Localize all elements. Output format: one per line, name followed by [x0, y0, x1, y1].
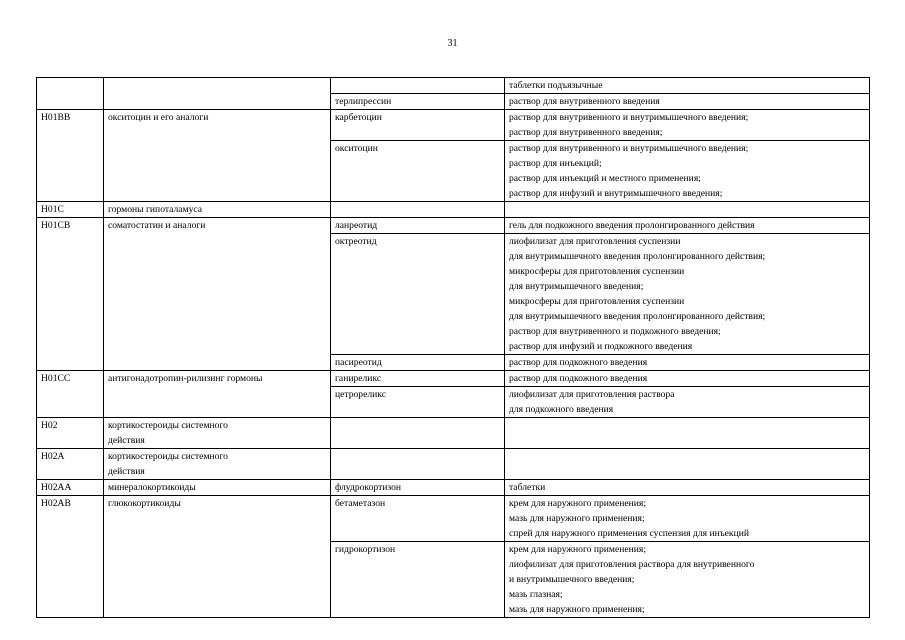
- anatomical-group-cell-line: антигонадотропин-рилизинг гормоны: [108, 373, 263, 384]
- dosage-form-cell-line: мазь для наружного применения;: [509, 604, 645, 615]
- drug-name-cell-line: терлипрессин: [335, 96, 392, 107]
- atc-code-cell: [37, 418, 104, 449]
- dosage-form-cell-line: микросферы для приготовления суспензии: [509, 266, 685, 277]
- atc-code-cell: [37, 110, 104, 202]
- dosage-form-cell-line: раствор для подкожного введения: [509, 373, 648, 384]
- table-row: [37, 202, 870, 218]
- dosage-form-cell-line: лиофилизат для приготовления раствора для внутривенного: [509, 559, 755, 570]
- atc-code-cell-line: H01CB: [41, 220, 71, 231]
- atc-code-cell-line: H02AB: [41, 498, 71, 509]
- dosage-form-cell-line: микросферы для приготовления суспензии: [509, 296, 685, 307]
- dosage-form-cell-line: спрей для наружного применения суспензия для инъекций: [509, 528, 749, 539]
- dosage-form-cell-line: раствор для внутривенного и внутримышечного введения;: [509, 112, 749, 123]
- dosage-form-cell-line: лиофилизат для приготовления раствора: [509, 389, 675, 400]
- drug-name-cell-line: ганиреликс: [335, 373, 382, 384]
- anatomical-group-cell-line: глюкокортикоиды: [108, 498, 181, 509]
- drug-name-cell-line: окситоцин: [335, 143, 378, 154]
- anatomical-group-cell: [104, 371, 331, 418]
- drug-name-cell: [331, 94, 505, 110]
- anatomical-group-cell-line: минералокортикоиды: [108, 482, 196, 493]
- anatomical-group-cell: [104, 218, 331, 371]
- dosage-form-cell-line: крем для наружного применения;: [509, 498, 646, 509]
- dosage-form-cell: [505, 218, 870, 234]
- atc-code-cell-line: H02A: [41, 451, 65, 462]
- drug-name-cell: [331, 480, 505, 496]
- drug-name-cell: [331, 110, 505, 141]
- drug-name-cell: [331, 371, 505, 387]
- atc-code-cell: [37, 78, 104, 110]
- atc-code-cell: [37, 449, 104, 480]
- drug-name-cell: [331, 418, 505, 449]
- dosage-form-cell: [505, 418, 870, 449]
- table-row: [37, 496, 870, 542]
- dosage-form-cell-line: раствор для внутривенного введения;: [509, 127, 663, 138]
- dosage-form-cell-line: раствор для внутривенного введения: [509, 96, 660, 107]
- drug-name-cell: [331, 449, 505, 480]
- atc-code-cell-line: H01CC: [41, 373, 71, 384]
- dosage-form-cell-line: раствор для инфузий и внутримышечного введения;: [509, 188, 723, 199]
- drug-name-cell: [331, 234, 505, 355]
- atc-code-cell: [37, 496, 104, 618]
- dosage-form-cell-line: крем для наружного применения;: [509, 544, 646, 555]
- dosage-form-cell: [505, 371, 870, 387]
- drug-name-cell-line: пасиреотид: [335, 357, 382, 368]
- anatomical-group-cell: [104, 449, 331, 480]
- dosage-form-cell: [505, 449, 870, 480]
- anatomical-group-cell: [104, 110, 331, 202]
- dosage-form-cell: [505, 480, 870, 496]
- atc-code-cell-line: H02AA: [41, 482, 72, 493]
- drug-name-cell: [331, 496, 505, 542]
- dosage-form-cell-line: для внутримышечного введения пролонгированного действия;: [509, 251, 766, 262]
- drug-name-cell: [331, 78, 505, 94]
- anatomical-group-cell: [104, 202, 331, 218]
- dosage-form-cell: [505, 78, 870, 94]
- drug-name-cell-line: гидрокортизон: [335, 544, 396, 555]
- table-row: [37, 218, 870, 234]
- atc-code-cell: [37, 371, 104, 418]
- drug-name-cell: [331, 218, 505, 234]
- table-row: [37, 371, 870, 387]
- table-row: [37, 480, 870, 496]
- drug-name-cell-line: флудрокортизон: [335, 482, 402, 493]
- drug-name-cell-line: ланреотид: [335, 220, 378, 231]
- dosage-form-cell-line: раствор для подкожного введения: [509, 357, 648, 368]
- dosage-form-cell: [505, 94, 870, 110]
- dosage-form-cell: [505, 110, 870, 141]
- drug-name-cell: [331, 141, 505, 202]
- drug-table: [36, 77, 870, 618]
- dosage-form-cell-line: раствор для инъекций;: [509, 158, 602, 169]
- anatomical-group-cell-line: соматостатин и аналоги: [108, 220, 206, 231]
- drug-name-cell-line: октреотид: [335, 236, 377, 247]
- dosage-form-cell: [505, 542, 870, 618]
- atc-code-cell-line: H02: [41, 420, 58, 431]
- drug-name-cell-line: карбетоцин: [335, 112, 382, 123]
- dosage-form-cell: [505, 202, 870, 218]
- drug-name-cell-line: цетрореликс: [335, 389, 386, 400]
- dosage-form-cell-line: для внутримышечного введения;: [509, 281, 644, 292]
- table-row: [37, 418, 870, 449]
- dosage-form-cell-line: раствор для инфузий и подкожного введения: [509, 341, 693, 352]
- atc-code-cell: [37, 202, 104, 218]
- dosage-form-cell-line: и внутримышечного введения;: [509, 574, 635, 585]
- dosage-form-cell-line: гель для подкожного введения пролонгированного действия: [509, 220, 755, 231]
- dosage-form-cell: [505, 496, 870, 542]
- anatomical-group-cell-line: кортикостероиды системного: [108, 451, 228, 462]
- dosage-form-cell-line: лиофилизат для приготовления суспензии: [509, 236, 681, 247]
- atc-code-cell: [37, 218, 104, 371]
- anatomical-group-cell-line: окситоцин и его аналоги: [108, 112, 209, 123]
- dosage-form-cell-line: для внутримышечного введения пролонгированного действия;: [509, 311, 766, 322]
- dosage-form-cell-line: для подкожного введения: [509, 404, 614, 415]
- atc-code-cell-line: H01C: [41, 204, 64, 215]
- dosage-form-cell: [505, 387, 870, 418]
- anatomical-group-cell-line: действия: [108, 435, 145, 446]
- table-body: [37, 78, 870, 618]
- dosage-form-cell-line: мазь для наружного применения;: [509, 513, 645, 524]
- dosage-form-cell-line: раствор для инъекций и местного применения;: [509, 173, 701, 184]
- atc-code-cell-line: H01BB: [41, 112, 71, 123]
- dosage-form-cell-line: таблетки подъязычные: [509, 80, 603, 91]
- drug-name-cell: [331, 202, 505, 218]
- anatomical-group-cell-line: гормоны гипоталамуса: [108, 204, 203, 215]
- anatomical-group-cell-line: действия: [108, 466, 145, 477]
- table-row: [37, 110, 870, 141]
- drug-name-cell: [331, 542, 505, 618]
- dosage-form-cell-line: мазь глазная;: [509, 589, 563, 600]
- anatomical-group-cell: [104, 418, 331, 449]
- table-row: [37, 78, 870, 94]
- page-number: 31: [447, 38, 458, 49]
- dosage-form-cell-line: раствор для внутривенного и подкожного введения;: [509, 326, 721, 337]
- anatomical-group-cell: [104, 480, 331, 496]
- dosage-form-cell-line: раствор для внутривенного и внутримышечного введения;: [509, 143, 749, 154]
- atc-code-cell: [37, 480, 104, 496]
- drug-name-cell-line: бетаметазон: [335, 498, 386, 509]
- dosage-form-cell: [505, 355, 870, 371]
- drug-name-cell: [331, 387, 505, 418]
- drug-name-cell: [331, 355, 505, 371]
- anatomical-group-cell: [104, 496, 331, 618]
- dosage-form-cell: [505, 141, 870, 202]
- dosage-form-cell: [505, 234, 870, 355]
- anatomical-group-cell-line: кортикостероиды системного: [108, 420, 228, 431]
- table-row: [37, 449, 870, 480]
- dosage-form-cell-line: таблетки: [509, 482, 546, 493]
- anatomical-group-cell: [104, 78, 331, 110]
